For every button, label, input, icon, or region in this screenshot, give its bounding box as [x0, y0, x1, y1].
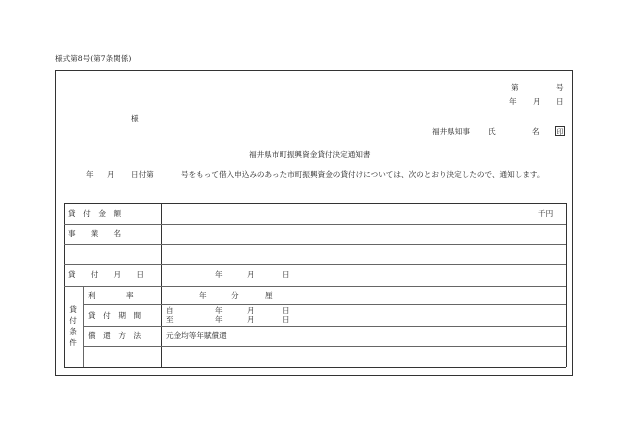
issuer-name: 福井県知事	[432, 127, 470, 136]
project-label: 事 業 名	[68, 229, 122, 238]
body-date-no: 日付第	[131, 170, 154, 179]
form-number-label: 様式第8号(第7条関係)	[55, 54, 132, 63]
period-from-month: 月	[247, 306, 255, 315]
number-go: 号	[556, 83, 564, 92]
row-divider	[83, 304, 566, 305]
row-divider	[64, 224, 566, 225]
period-label: 貸 付 期 間	[88, 311, 142, 320]
issuer-mei: 名	[532, 127, 540, 136]
conditions-label: 貸付条件	[69, 305, 77, 347]
period-to-day: 日	[282, 315, 290, 324]
table-left-border	[64, 203, 65, 367]
seal-mark: 印	[556, 128, 564, 136]
body-year: 年	[86, 170, 94, 179]
table-top-border	[64, 203, 566, 204]
period-from: 自	[166, 306, 174, 315]
rate-rin: 厘	[265, 291, 273, 300]
body-month: 月	[107, 170, 115, 179]
issuer-shi: 氏	[488, 127, 496, 136]
loan-date-day: 日	[282, 270, 290, 279]
repayment-label: 償 還 方 法	[88, 331, 142, 340]
period-from-year: 年	[215, 306, 223, 315]
row-divider	[64, 286, 566, 287]
row-divider	[83, 346, 566, 347]
rate-label: 利 率	[88, 291, 134, 300]
label-column-divider	[161, 203, 162, 367]
date-day: 日	[556, 97, 564, 106]
repayment-value: 元金均等年賦償還	[166, 331, 227, 340]
number-dai: 第	[511, 83, 519, 92]
row-divider	[64, 244, 566, 245]
table-right-border	[566, 203, 567, 367]
period-to-month: 月	[247, 315, 255, 324]
period-from-day: 日	[282, 306, 290, 315]
table-bottom-border	[64, 367, 566, 368]
row-divider	[83, 326, 566, 327]
date-year: 年	[509, 97, 517, 106]
period-to: 至	[166, 315, 174, 324]
amount-label: 貸 付 金 額	[68, 209, 122, 218]
date-label: 貸 付 月 日	[68, 270, 144, 279]
period-to-year: 年	[215, 315, 223, 324]
date-month: 月	[533, 97, 541, 106]
loan-date-month: 月	[247, 270, 255, 279]
document-title: 福井県市町振興資金貸付決定通知書	[249, 150, 371, 159]
loan-date-year: 年	[215, 270, 223, 279]
amount-unit: 千円	[538, 209, 554, 218]
row-divider	[64, 264, 566, 265]
body-text: 号をもって借入申込みのあった市町振興資金の貸付けについては、次のとおり決定したので、通知します。	[181, 170, 545, 179]
addressee-sama: 様	[131, 114, 139, 123]
rate-bu: 分	[231, 291, 239, 300]
rate-year: 年	[199, 291, 207, 300]
